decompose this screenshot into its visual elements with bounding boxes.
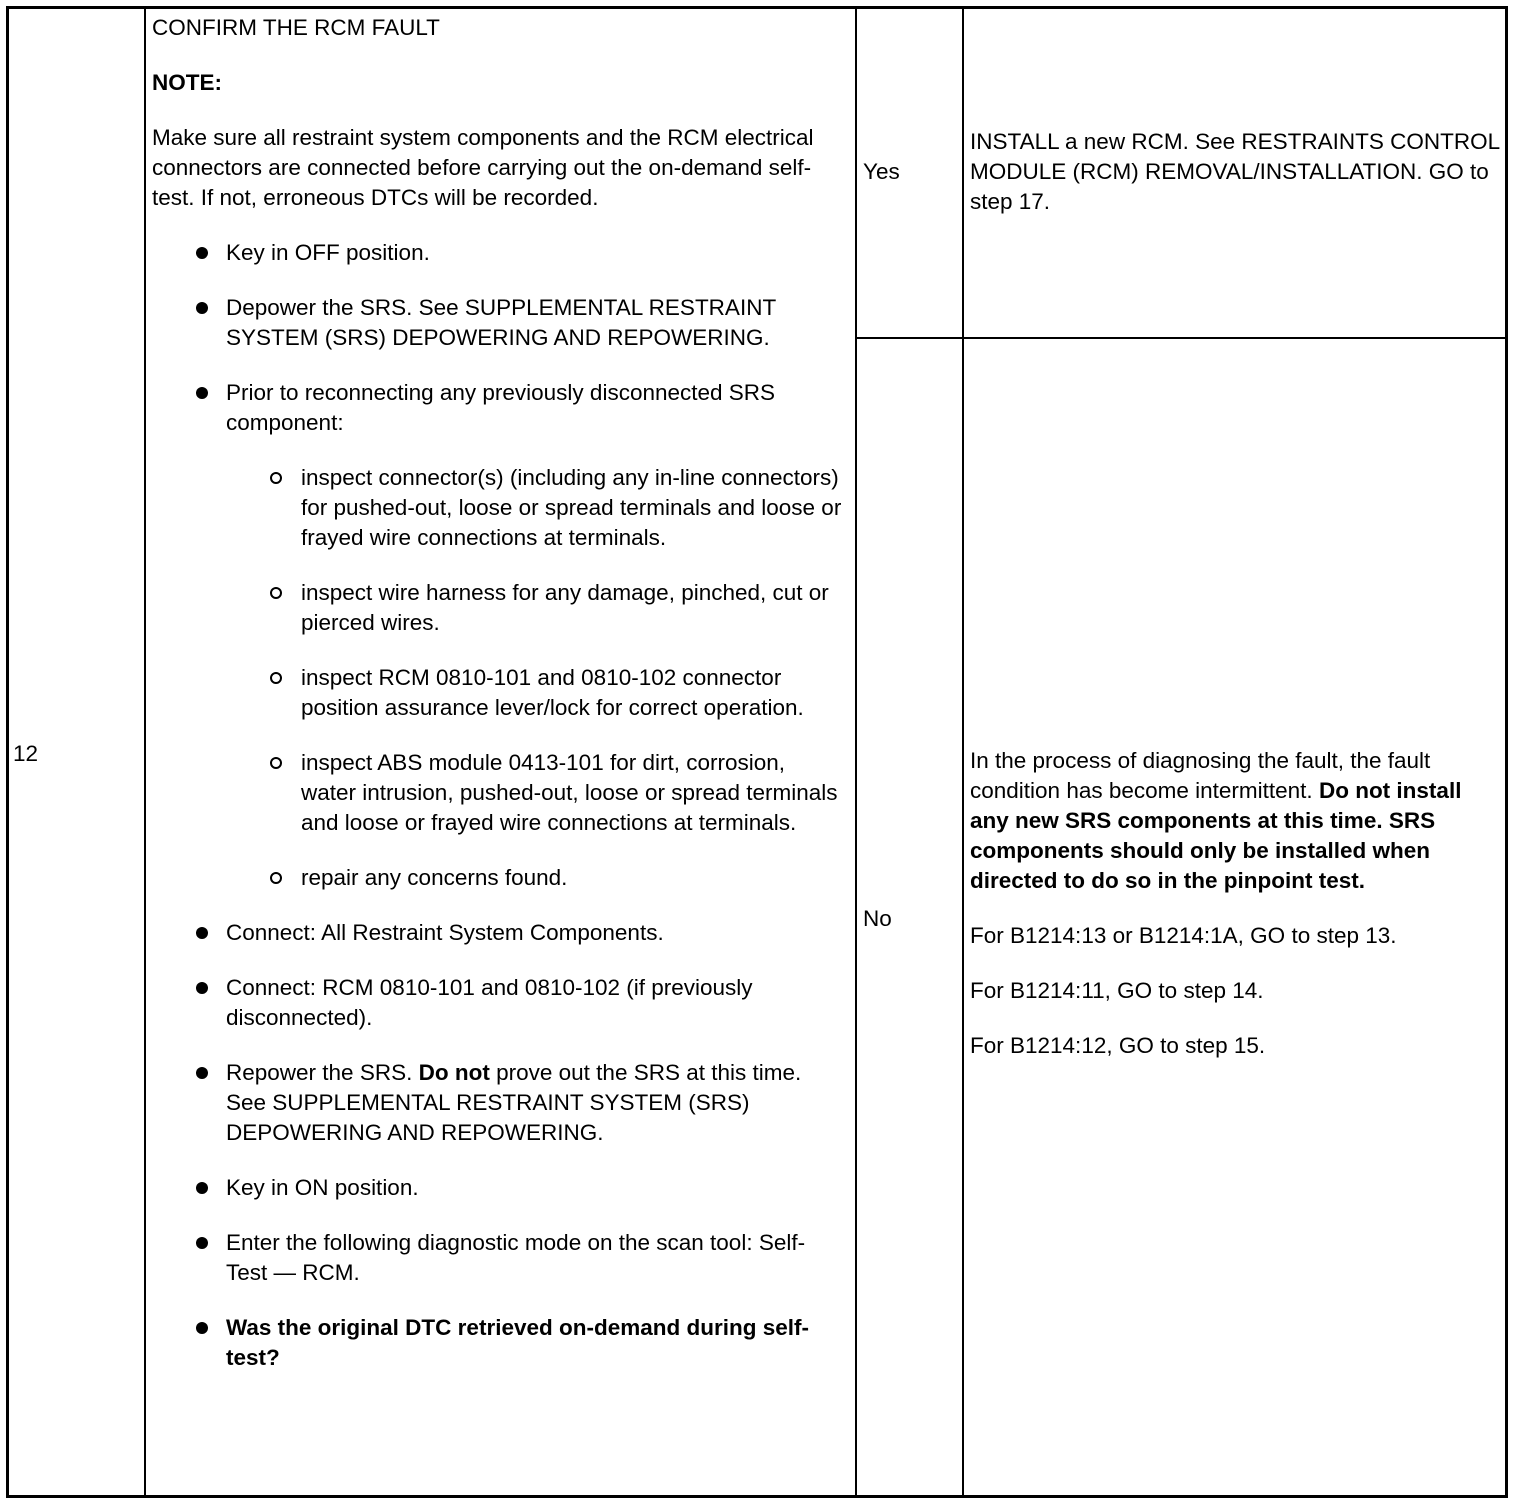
sub-list-item [226,578,842,638]
yes-action: INSTALL a new RCM. See RESTRAINTS CONTROL MODULE (RCM) REMOVAL/INSTALLATION. GO to step 17. [970,129,1500,214]
list-item-text: Key in OFF position. [226,240,430,265]
list-item-text: Key in ON position. [226,1175,419,1200]
sub-list-item-text: repair any concerns found. [301,865,568,890]
warning-text: Do not install any new SRS components at this time. SRS components should only be installed when directed to do so in the pinpoint test. [970,778,1462,893]
list-item-text: Enter the following diagnostic mode on the scan tool: Self-Test — RCM. [226,1230,806,1285]
no-label: No [863,906,892,931]
column-divider [962,6,964,1498]
sub-bullet-list [226,463,842,893]
bullet-icon [196,387,208,399]
circle-bullet-icon [270,757,282,769]
row-divider [856,337,1508,339]
step-instructions [152,13,842,1398]
sub-list-item-text: inspect wire harness for any damage, pinched, cut or pierced wires. [301,580,829,635]
list-item-text: prove out the SRS at this time. See SUPPLEMENTAL RESTRAINT SYSTEM (SRS) DEPOWERING AND REPOWERING. [226,1060,802,1145]
list-item-text: Repower the SRS. [226,1060,413,1085]
yes-label: Yes [863,159,900,184]
list-item-text: Connect: All Restraint System Components. [226,920,664,945]
no-paragraph: For B1214:13 or B1214:1A, GO to step 13. [970,923,1397,948]
bullet-list [152,238,842,1373]
no-paragraph [970,746,1500,896]
sub-list-item [226,863,842,893]
list-item [152,1058,842,1148]
step-number: 12 [13,741,39,766]
list-item [152,238,842,268]
bullet-icon [196,1182,208,1194]
list-item [152,918,842,948]
step-title: CONFIRM THE RCM FAULT [152,15,440,40]
note-text: Make sure all restraint system components and the RCM electrical connectors are connected before carrying out the on-demand self-test. If not, erroneous DTCs will be recorded. [152,125,814,210]
circle-bullet-icon [270,672,282,684]
bullet-icon [196,1322,208,1334]
list-item [152,1313,842,1373]
no-paragraph: For B1214:12, GO to step 15. [970,1033,1266,1058]
circle-bullet-icon [270,472,282,484]
sub-list-item-text: inspect ABS module 0413-101 for dirt, corrosion, water intrusion, pushed-out, loose or spread terminals and loose or frayed wire connections at terminals. [301,750,838,835]
bullet-icon [196,302,208,314]
no-text: In the process of diagnosing the fault, the fault condition has become intermittent. [970,748,1431,803]
note-label: NOTE: [152,70,222,95]
list-item [152,973,842,1033]
list-item [152,378,842,893]
circle-bullet-icon [270,587,282,599]
emphasis-text: Do not [418,1060,490,1085]
no-action [970,746,1500,1086]
list-item [152,1228,842,1288]
column-divider [855,6,857,1498]
sub-list-item [226,748,842,838]
sub-list-item-text: inspect connector(s) (including any in-line connectors) for pushed-out, loose or spread terminals and loose or frayed wire connections at terminals. [301,465,842,550]
list-item-text: Prior to reconnecting any previously disconnected SRS component: [226,380,776,435]
bullet-icon [196,927,208,939]
question-text: Was the original DTC retrieved on-demand during self-test? [226,1315,809,1370]
list-item-text: Connect: RCM 0810-101 and 0810-102 (if previously disconnected). [226,975,753,1030]
sub-list-item-text: inspect RCM 0810-101 and 0810-102 connector position assurance lever/lock for correct operation. [301,665,804,720]
bullet-icon [196,982,208,994]
bullet-icon [196,1067,208,1079]
no-paragraph: For B1214:11, GO to step 14. [970,978,1264,1003]
list-item [152,1173,842,1203]
sub-list-item [226,463,842,553]
circle-bullet-icon [270,872,282,884]
list-item-text: Depower the SRS. See SUPPLEMENTAL RESTRAINT SYSTEM (SRS) DEPOWERING AND REPOWERING. [226,295,776,350]
bullet-icon [196,247,208,259]
bullet-icon [196,1237,208,1249]
list-item [152,293,842,353]
column-divider [144,6,146,1498]
sub-list-item [226,663,842,723]
